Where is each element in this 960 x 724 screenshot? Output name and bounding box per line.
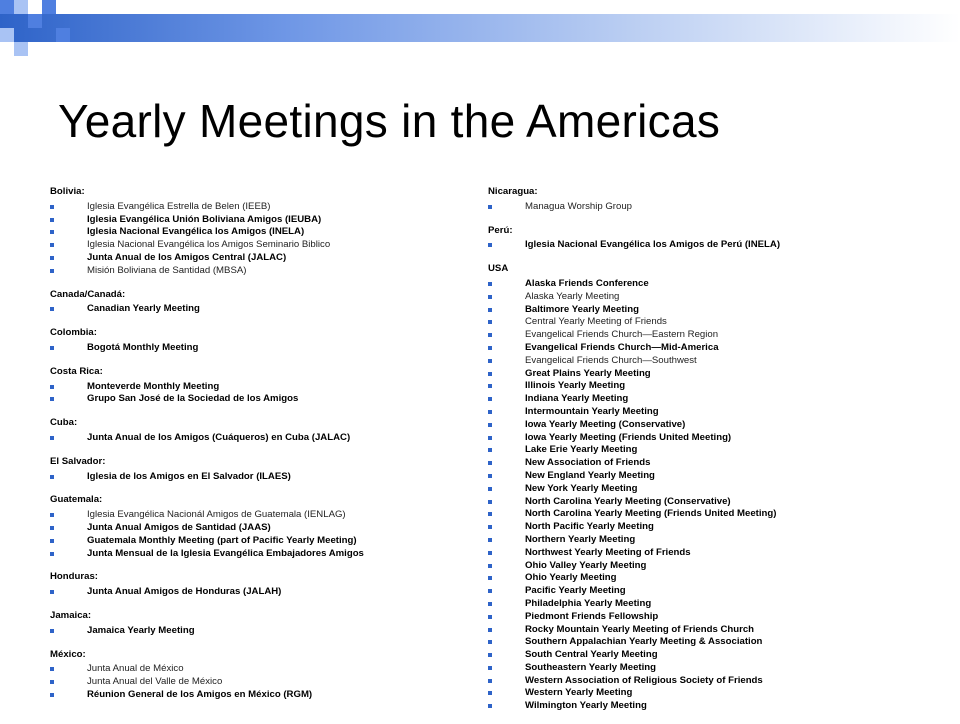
square-bullet-icon (488, 576, 492, 580)
meeting-name: Iglesia Evangélica Unión Boliviana Amigos (IEUBA) (87, 213, 322, 225)
list-item (488, 700, 948, 713)
country-heading: Jamaica: (50, 609, 92, 621)
list-item (50, 676, 470, 689)
meeting-list (50, 509, 470, 560)
square-bullet-icon (488, 308, 492, 312)
list-item (488, 239, 948, 252)
square-bullet-icon (488, 397, 492, 401)
square-bullet-icon (488, 423, 492, 427)
meeting-name: Jamaica Yearly Meeting (87, 624, 195, 636)
square-bullet-icon (488, 359, 492, 363)
square-bullet-icon (488, 410, 492, 414)
meeting-name: Evangelical Friends Church—Southwest (525, 354, 697, 366)
decor-square (56, 28, 70, 42)
meeting-name: Western Yearly Meeting (525, 687, 633, 699)
list-item (488, 572, 948, 585)
square-bullet-icon (488, 320, 492, 324)
square-bullet-icon (488, 500, 492, 504)
meeting-name: North Carolina Yearly Meeting (Friends United Meeting) (525, 508, 777, 520)
list-item (488, 547, 948, 560)
meeting-name: Southeastern Yearly Meeting (525, 661, 656, 673)
meeting-name: Bogotá Monthly Meeting (87, 341, 199, 353)
square-bullet-icon (488, 679, 492, 683)
list-item (488, 483, 948, 496)
meeting-name: Iowa Yearly Meeting (Friends United Meeting) (525, 431, 732, 443)
square-bullet-icon (488, 346, 492, 350)
square-bullet-icon (488, 704, 492, 708)
country-heading: Canada/Canadá: (50, 288, 126, 300)
list-item (488, 342, 948, 355)
list-item (488, 496, 948, 509)
square-bullet-icon (488, 487, 492, 491)
square-bullet-icon (488, 653, 492, 657)
list-item (488, 585, 948, 598)
list-item (488, 662, 948, 675)
list-item (50, 432, 470, 445)
square-bullet-icon (488, 282, 492, 286)
list-item (488, 521, 948, 534)
square-bullet-icon (50, 475, 54, 479)
country-heading: Perú: (488, 224, 513, 236)
square-bullet-icon (488, 512, 492, 516)
list-item (50, 535, 470, 548)
list-item (488, 291, 948, 304)
square-bullet-icon (488, 564, 492, 568)
list-item (50, 548, 470, 561)
meeting-name: Managua Worship Group (525, 200, 633, 212)
square-bullet-icon (488, 295, 492, 299)
meeting-name: Iglesia Nacional Evangélica los Amigos Seminario Biblico (87, 239, 331, 251)
country-group-colombia (50, 327, 470, 355)
meeting-name: Great Plains Yearly Meeting (525, 367, 651, 379)
square-bullet-icon (488, 384, 492, 388)
meeting-name: Iglesia Evangélica Nacionál Amigos de Guatemala (IENLAG) (87, 509, 346, 521)
list-item (488, 560, 948, 573)
square-bullet-icon (50, 307, 54, 311)
square-bullet-icon (488, 333, 492, 337)
square-bullet-icon (50, 629, 54, 633)
meeting-name: Misión Boliviana de Santidad (MBSA) (87, 264, 247, 276)
list-item (488, 457, 948, 470)
square-bullet-icon (50, 680, 54, 684)
list-item (50, 586, 470, 599)
meeting-name: Iglesia Evangélica Estrella de Belen (IEEB) (87, 200, 271, 212)
square-bullet-icon (488, 243, 492, 247)
meeting-name: Indiana Yearly Meeting (525, 393, 629, 405)
decor-square (14, 0, 28, 14)
meeting-name: Western Association of Religious Society of Friends (525, 674, 763, 686)
square-bullet-icon (488, 461, 492, 465)
meeting-name: Junta Anual Amigos de Santidad (JAAS) (87, 521, 271, 533)
meeting-name: Guatemala Monthly Meeting (part of Pacific Yearly Meeting) (87, 534, 357, 546)
square-bullet-icon (488, 372, 492, 376)
meeting-list (50, 625, 470, 638)
list-item (50, 239, 470, 252)
meeting-name: Lake Erie Yearly Meeting (525, 444, 638, 456)
meeting-name: Evangelical Friends Church—Eastern Region (525, 329, 719, 341)
list-item (488, 534, 948, 547)
square-bullet-icon (488, 691, 492, 695)
country-heading: USA (488, 263, 509, 275)
list-item (488, 444, 948, 457)
meeting-name: Junta Anual del Valle de México (87, 676, 223, 688)
meeting-name: Canadian Yearly Meeting (87, 303, 200, 315)
square-bullet-icon (50, 243, 54, 247)
list-item (488, 329, 948, 342)
country-group-nicaragua (488, 186, 948, 214)
meeting-list (50, 303, 470, 316)
meeting-name: North Pacific Yearly Meeting (525, 521, 654, 533)
decor-square (14, 42, 28, 56)
meeting-name: Grupo San José de la Sociedad de los Amigos (87, 393, 299, 405)
page-title: Yearly Meetings in the Americas (58, 95, 721, 147)
square-bullet-icon (488, 640, 492, 644)
decor-square (0, 0, 14, 14)
square-bullet-icon (488, 448, 492, 452)
country-group-canada-canada (50, 289, 470, 317)
square-bullet-icon (50, 256, 54, 260)
square-bullet-icon (50, 269, 54, 273)
meeting-name: Evangelical Friends Church—Mid-America (525, 341, 719, 353)
meeting-name: Illinois Yearly Meeting (525, 380, 626, 392)
list-item (50, 471, 470, 484)
meeting-name: Iglesia Nacional Evangélica los Amigos (INELA) (87, 226, 305, 238)
meeting-name: Piedmont Friends Fellowship (525, 610, 659, 622)
country-heading: El Salvador: (50, 455, 106, 467)
list-item (488, 380, 948, 393)
meeting-name: Intermountain Yearly Meeting (525, 405, 659, 417)
square-bullet-icon (50, 436, 54, 440)
country-heading: Colombia: (50, 327, 97, 339)
meeting-name: Baltimore Yearly Meeting (525, 303, 639, 315)
list-item (50, 522, 470, 535)
meeting-name: Junta Anual de los Amigos Central (JALAC) (87, 251, 287, 263)
list-item (488, 611, 948, 624)
meeting-name: New York Yearly Meeting (525, 482, 638, 494)
country-heading: Honduras: (50, 571, 98, 583)
meeting-name: Ohio Yearly Meeting (525, 572, 617, 584)
list-item (50, 625, 470, 638)
square-bullet-icon (50, 397, 54, 401)
meeting-name: Iglesia Nacional Evangélica los Amigos de Perú (INELA) (525, 239, 781, 251)
square-bullet-icon (488, 666, 492, 670)
country-group-el-salvador (50, 456, 470, 484)
country-heading: Cuba: (50, 417, 78, 429)
meeting-name: Northern Yearly Meeting (525, 533, 636, 545)
meeting-list (50, 586, 470, 599)
meeting-name: Junta Anual Amigos de Honduras (JALAH) (87, 586, 282, 598)
meeting-name: South Central Yearly Meeting (525, 649, 658, 661)
square-bullet-icon (488, 205, 492, 209)
list-item (488, 636, 948, 649)
list-item (488, 368, 948, 381)
meeting-list (50, 381, 470, 407)
square-bullet-icon (488, 525, 492, 529)
meeting-list (50, 471, 470, 484)
square-bullet-icon (50, 526, 54, 530)
list-item (488, 355, 948, 368)
list-item (488, 432, 948, 445)
list-item (50, 509, 470, 522)
list-item (50, 689, 470, 702)
meeting-list (488, 201, 948, 214)
meeting-list (50, 342, 470, 355)
list-item (50, 214, 470, 227)
list-item (488, 687, 948, 700)
list-item (50, 201, 470, 214)
meeting-list (488, 239, 948, 252)
list-item (488, 406, 948, 419)
list-item (488, 470, 948, 483)
square-bullet-icon (488, 615, 492, 619)
decor-square (42, 0, 56, 14)
square-bullet-icon (50, 590, 54, 594)
list-item (50, 393, 470, 406)
square-bullet-icon (488, 436, 492, 440)
list-item (488, 201, 948, 214)
meeting-name: Iglesia de los Amigos en El Salvador (ILAES) (87, 470, 291, 482)
meeting-name: Southern Appalachian Yearly Meeting & Association (525, 636, 763, 648)
meeting-name: Pacific Yearly Meeting (525, 585, 626, 597)
square-bullet-icon (488, 538, 492, 542)
square-bullet-icon (488, 602, 492, 606)
meeting-list (50, 663, 470, 701)
list-item (488, 649, 948, 662)
left-column (50, 186, 470, 713)
country-heading: Nicaragua: (488, 186, 538, 197)
square-bullet-icon (50, 205, 54, 209)
meeting-name: Iowa Yearly Meeting (Conservative) (525, 418, 686, 430)
country-heading: Bolivia: (50, 186, 85, 197)
country-group-guatemala (50, 494, 470, 560)
decor-square (0, 28, 14, 42)
list-item (488, 419, 948, 432)
meeting-name: North Carolina Yearly Meeting (Conservative) (525, 495, 731, 507)
meeting-name: Alaska Yearly Meeting (525, 290, 620, 302)
square-bullet-icon (50, 552, 54, 556)
meeting-list (50, 201, 470, 278)
list-item (50, 303, 470, 316)
meeting-name: Philadelphia Yearly Meeting (525, 597, 652, 609)
meeting-name: Central Yearly Meeting of Friends (525, 316, 667, 328)
meeting-list (488, 278, 948, 713)
country-group-cuba (50, 417, 470, 445)
meeting-name: Réunion General de los Amigos en México (RGM) (87, 688, 313, 700)
meeting-name: Wilmington Yearly Meeting (525, 700, 647, 712)
country-group-costa-rica (50, 366, 470, 406)
country-group-mexico (50, 649, 470, 702)
list-item (488, 304, 948, 317)
square-bullet-icon (488, 589, 492, 593)
list-item (50, 252, 470, 265)
list-item (488, 508, 948, 521)
meeting-name: Junta Mensual de la Iglesia Evangélica Embajadores Amigos (87, 547, 364, 559)
meeting-name: Monteverde Monthly Meeting (87, 380, 220, 392)
list-item (488, 278, 948, 291)
square-bullet-icon (50, 346, 54, 350)
meeting-name: Junta Anual de los Amigos (Cuáqueros) en Cuba (JALAC) (87, 431, 351, 443)
square-bullet-icon (488, 628, 492, 632)
right-column (488, 186, 948, 724)
meeting-name: Ohio Valley Yearly Meeting (525, 559, 647, 571)
square-bullet-icon (488, 474, 492, 478)
country-heading: Costa Rica: (50, 365, 103, 377)
list-item (488, 624, 948, 637)
list-item (50, 265, 470, 278)
square-bullet-icon (488, 551, 492, 555)
square-bullet-icon (50, 693, 54, 697)
meeting-name: Alaska Friends Conference (525, 277, 649, 289)
meeting-name: Northwest Yearly Meeting of Friends (525, 546, 691, 558)
meeting-name: Rocky Mountain Yearly Meeting of Friends Church (525, 623, 755, 635)
square-bullet-icon (50, 218, 54, 222)
square-bullet-icon (50, 385, 54, 389)
list-item (50, 663, 470, 676)
meeting-name: Junta Anual de México (87, 663, 184, 675)
country-group-bolivia (50, 186, 470, 278)
meeting-name: New England Yearly Meeting (525, 469, 655, 481)
country-group-honduras (50, 571, 470, 599)
header-gradient-bar (0, 14, 960, 42)
meeting-list (50, 432, 470, 445)
list-item (50, 381, 470, 394)
country-heading: México: (50, 648, 86, 660)
square-bullet-icon (50, 513, 54, 517)
square-bullet-icon (50, 230, 54, 234)
list-item (488, 393, 948, 406)
square-bullet-icon (50, 539, 54, 543)
list-item (50, 226, 470, 239)
list-item (488, 675, 948, 688)
country-heading: Guatemala: (50, 494, 103, 506)
list-item (50, 342, 470, 355)
country-group-peru (488, 225, 948, 253)
country-group-jamaica (50, 610, 470, 638)
decor-square (28, 14, 42, 28)
country-group-usa (488, 263, 948, 713)
list-item (488, 598, 948, 611)
square-bullet-icon (50, 667, 54, 671)
list-item (488, 316, 948, 329)
meeting-name: New Association of Friends (525, 457, 651, 469)
